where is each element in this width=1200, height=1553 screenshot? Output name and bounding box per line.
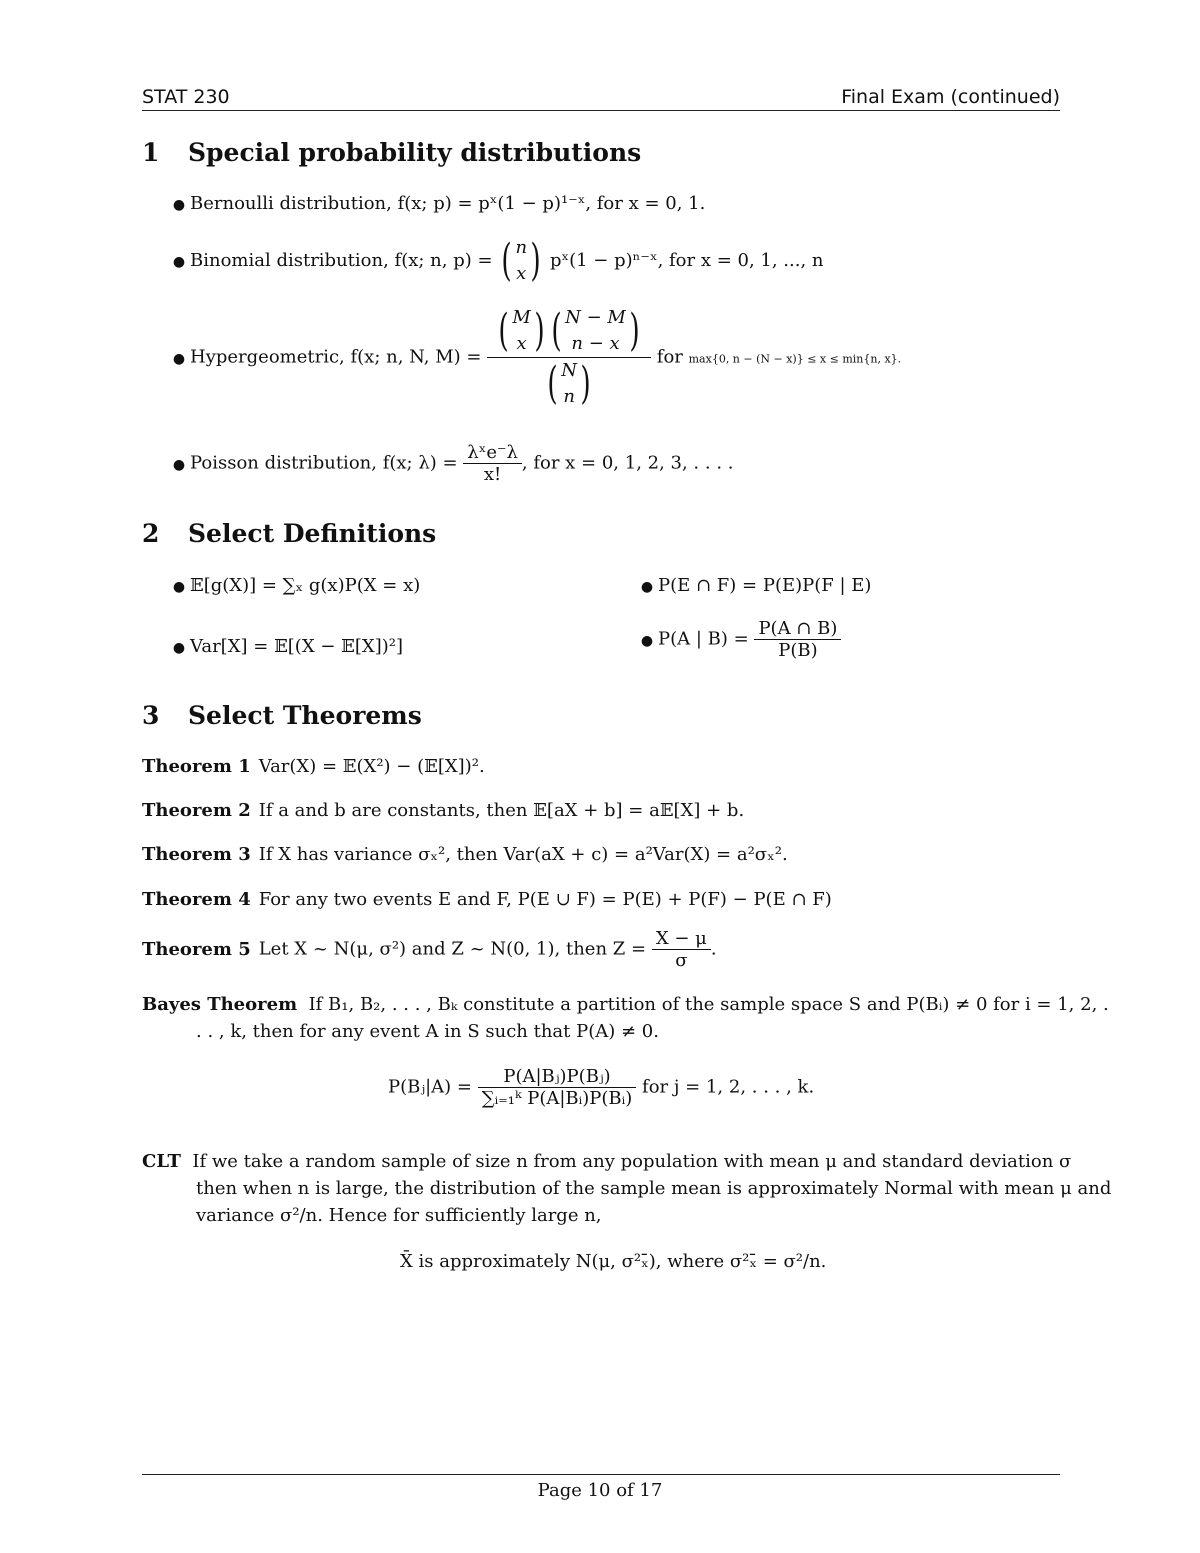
bayes-label: Bayes Theorem [142,994,298,1015]
theorem-4 [142,889,832,910]
standardization-fraction [652,928,711,971]
conditional-fraction [754,618,841,661]
poisson-fraction [463,442,522,485]
clt-label: CLT [142,1151,181,1172]
theorem-text: Var(X) = 𝔼(X²) − (𝔼[X])². [258,756,485,777]
theorem-label: Theorem 3 [142,844,251,865]
poisson-tail: , for x = 0, 1, 2, 3, . . . . [521,452,734,474]
theorem-3 [142,844,788,865]
binomial-coefficient: n x [515,237,528,284]
hyper-range: max{0, n − (N − x)} ≤ x ≤ min{n, x}. [688,352,902,366]
conditional-def [636,618,841,661]
theorem-1 [142,756,485,777]
footer-rule [142,1474,1060,1475]
standardization-numerator: X − μ [652,928,711,950]
clt-result: X̄ is approximately N(μ, σ²ₓ̄), where σ²ₓ̄ = σ²/n. [400,1251,827,1272]
header-exam-title: Final Exam (continued) [841,86,1060,108]
bullet: ● [640,579,654,595]
theorem-text: For any two events E and F, P(E ∪ F) = P(E) + P(F) − P(E ∩ F) [258,889,832,910]
bullet: ● [172,350,186,367]
bayes-denominator: ∑ᵢ₌₁ᵏ P(A|Bᵢ)P(Bᵢ) [481,1088,633,1109]
bayes-tail: for j = 1, 2, . . . , k. [642,1076,815,1098]
theorem-text: If X has variance σₓ², then Var(aX + c) = a²Var(X) = a²σₓ². [258,844,788,865]
theorem-label: Theorem 2 [142,800,251,821]
bayes-theorem [142,991,1114,1045]
header-course: STAT 230 [142,86,230,108]
expectation-def [168,575,420,596]
section-title: Special probability distributions [188,138,642,167]
hyper-fraction [487,305,651,410]
theorem-text: If a and b are constants, then 𝔼[aX + b] = a𝔼[X] + b. [258,800,745,821]
expectation-text: 𝔼[g(X)] = ∑ₓ g(x)P(X = x) [190,575,421,596]
bernoulli-item [168,193,705,214]
clt-text: If we take a random sample of size n from any population with mean μ and standard deviation σ then when n is large, the distribution of the sample mean is approximately Normal with mean μ and variance σ²/n. Hence for sufficiently large n, [192,1151,1112,1226]
variance-def [168,636,403,657]
variance-text: Var[X] = 𝔼[(X − 𝔼[X])²] [190,636,404,657]
bernoulli-text: Bernoulli distribution, f(x; p) = pˣ(1 − p)¹⁻ˣ, for x = 0, 1. [190,193,706,214]
bullet: ● [172,640,186,656]
conditional-numerator: P(A ∩ B) [754,618,841,640]
theorem-label: Theorem 5 [142,938,251,960]
hyper-for: for [656,346,683,368]
section-number: 1 [142,138,160,167]
standardization-denominator: σ [675,950,688,971]
bayes-numerator: P(A|Bⱼ)P(Bⱼ) [478,1066,637,1088]
left-paren: ( [501,235,513,286]
bullet: ● [172,254,186,270]
binomial-label: Binomial distribution, f(x; n, p) = [190,250,493,271]
section-1-heading [142,138,641,167]
theorem-text: Let X ~ N(μ, σ²) and Z ~ N(0, 1), then Z = [258,938,647,960]
theorem-label: Theorem 1 [142,756,251,777]
poisson-label: Poisson distribution, f(x; λ) = [190,452,458,474]
bayes-text: If B₁, B₂, . . . , Bₖ constitute a partition of the sample space S and P(Bᵢ) ≠ 0 for i = 1, 2, . . . , k, then for any event A in S such that P(A) ≠ 0. [196,994,1109,1042]
header-rule [142,110,1060,111]
hyper-numerator: ( M x ) ( N − M n − x ) [487,305,651,358]
right-paren: ) [530,235,541,286]
binomial-tail: pˣ(1 − p)ⁿ⁻ˣ, for x = 0, 1, ..., n [549,250,824,271]
bullet: ● [640,632,654,649]
multiplication-text: P(E ∩ F) = P(E)P(F | E) [658,575,872,596]
section-2-heading [142,519,436,548]
theorem-5: Theorem 5 Let X ~ N(μ, σ²) and Z ~ N(0, 1), then Z = $\frac{X - \mu}{\sigma}$ . [142,928,717,971]
conditional-denominator: P(B) [778,640,818,661]
poisson-numerator: λˣe⁻λ [463,442,522,464]
hyper-label: Hypergeometric, f(x; n, N, M) = [190,346,482,368]
section-number: 3 [142,701,160,730]
binomial-item [168,235,824,287]
section-number: 2 [142,519,160,548]
bayes-fraction [478,1066,637,1109]
section-3-heading [142,701,422,730]
page-number: Page 10 of 17 [537,1480,663,1501]
poisson-item [168,442,734,485]
bayes-lhs: P(Bⱼ|A) = [388,1076,473,1098]
theorem-label: Theorem 4 [142,889,251,910]
bullet: ● [172,197,186,213]
bayes-formula [388,1066,814,1109]
section-title: Select Theorems [188,701,422,730]
multiplication-def [636,575,871,596]
bullet: ● [172,456,186,473]
poisson-denominator: x! [483,464,502,485]
hyper-denominator: ( N n ) [547,358,591,409]
hypergeometric-item [168,305,901,410]
section-title: Select Definitions [188,519,437,548]
clt-paragraph [142,1148,1114,1229]
conditional-label: P(A | B) = [658,628,749,650]
theorem-2 [142,800,744,821]
bullet: ● [172,579,186,595]
